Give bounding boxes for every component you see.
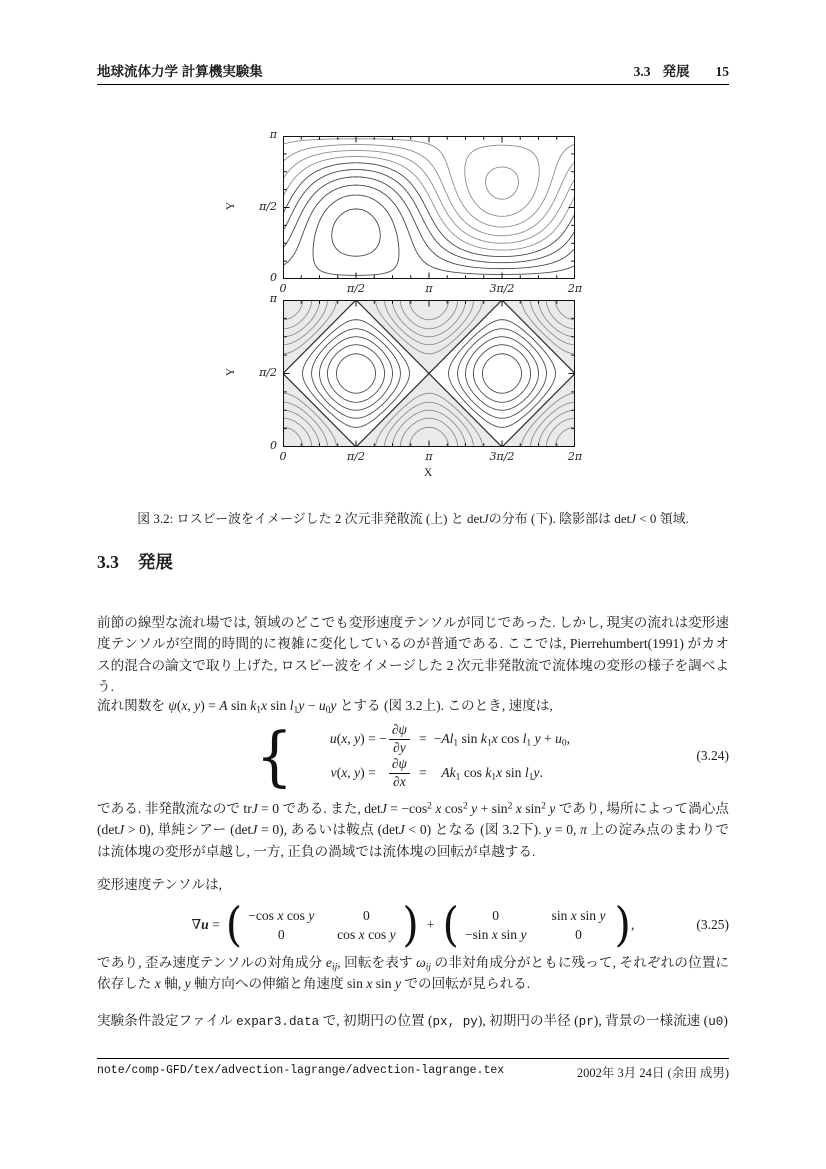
paragraph-intro: 前節の線型な流れ場では, 領域のどこでも変形速度テンソルが同じであった. しかし, 現実の流れは変形速度テンソルが空間的時間的に複雑に変化しているのが普通である. ここでは, Pierrehumbert(1991) がカオス的混合の論文で取り上げた, ロスビー波をイメージした 2 次元非発散流で流体塊の変形の様子を調べよう.	[97, 615, 729, 695]
detJ-canvas	[283, 300, 575, 447]
y-tick-label: 0	[270, 271, 277, 284]
equation-row-v	[301, 756, 570, 790]
header-section-title: 発展	[662, 64, 690, 79]
fraction-numerator: ∂ψ	[389, 723, 410, 740]
paragraph-detj: である. 非発散流なので trJ = 0 である. また, $\det J = -\cos^2$ x $\cos^2 y + \sin^2 x$ $\sin^2 y$ であり, 場所によって渦心点 (detJ > 0), 単純シアー (detJ = 0), あるいは鞍点 (detJ < 0) となる (図 3.2下). y = 0, π 上の淀み点のまわりでは流体塊の変形が卓越し, 一方, 正負の渦域では流体塊の回転が卓越する.	[97, 801, 730, 859]
paragraph-streamfunction: 流れ関数を ψ(x, y) = A $\sin k_1x$ $\sin l_1y - u_0y$ とする (図 3.2上). このとき, 速度は,	[97, 698, 553, 716]
header-section-info	[634, 60, 729, 80]
y-tick-label: π/2	[259, 199, 277, 213]
equation-3-24	[97, 717, 729, 795]
equation-3-25	[97, 898, 729, 952]
header-section-number: 3.3	[633, 64, 651, 79]
x-tick-label: π	[425, 282, 433, 295]
y-axis-label: Y	[225, 367, 238, 376]
footer-date-author: 2002年 3月 24日 (余田 成男)	[576, 1066, 729, 1080]
paren-right: )	[402, 897, 419, 952]
y-tick-label: π/2	[259, 365, 277, 379]
matrix-cell: 0	[575, 926, 582, 942]
x-tick-label: 0	[279, 282, 287, 295]
fraction-dpsi-dx	[389, 757, 410, 790]
footer-file-path: note/comp-GFD/tex/advection-lagrange/advection-lagrange.tex	[97, 1064, 505, 1077]
paragraph-experiment-file: 実験条件設定ファイル expar3.data で, 初期円の位置 (px, py), 初期円の半径 (pr), 背景の一様流速 (u0)	[97, 1013, 728, 1029]
matrix-cell: sin x sin y	[551, 907, 606, 923]
y-axis-label: Y	[225, 201, 238, 210]
nabla-u-lhs: ∇u =	[191, 917, 220, 932]
paren-right: )	[614, 897, 631, 952]
equation-row-u	[301, 722, 570, 756]
x-tick-label: π/2	[347, 282, 365, 295]
streamfunction-canvas	[283, 136, 575, 279]
x-tick-label: 0	[279, 450, 287, 463]
plus-sign: +	[426, 917, 435, 932]
x-tick-label: π/2	[347, 450, 365, 463]
contour-plot-detj	[225, 292, 583, 479]
fraction-dpsi-dy	[389, 723, 410, 756]
x-tick-label: 3π/2	[489, 282, 515, 295]
equals-sign: =	[418, 765, 427, 780]
page-number: 15	[715, 64, 729, 79]
section-heading-title: 発展	[137, 552, 173, 572]
paren-left: (	[225, 897, 243, 952]
x-tick-label: 3π/2	[489, 450, 515, 463]
eq-u-lhs: u(x, y) = −	[329, 731, 387, 746]
equation-number-325: (3.25)	[696, 917, 729, 932]
paren-left: (	[442, 897, 459, 952]
paragraph-tensor-lead: 変形速度テンソルは,	[97, 877, 223, 892]
x-axis-label: X	[424, 467, 433, 479]
matrix-cell: 0	[362, 907, 370, 923]
y-tick-label: 0	[270, 439, 277, 452]
header-rule	[97, 84, 729, 85]
fraction-denominator: ∂x	[393, 773, 406, 789]
eq-v-lhs: v(x, y) =	[330, 765, 380, 780]
matrix-cell: −cos x cos y	[248, 907, 315, 923]
figure-caption: 図 3.2: ロスビー波をイメージした 2 次元非発散流 (上) と detJの分布 (下). 陰影部は detJ < 0 領域.	[137, 511, 689, 526]
matrix-cell: 0	[492, 907, 500, 923]
y-tick-label: π	[269, 292, 277, 305]
eq-u-rhs: $-Al_1$ $\sin k_1x$ $\cos l_1$ $y + u_0$,	[433, 731, 571, 749]
y-tick-label: π	[269, 128, 277, 141]
matrix-cell: 0	[277, 926, 285, 942]
eq-v-rhs: $Ak_1$ $\cos k_1x$ $\sin l_1y$.	[441, 765, 543, 783]
fraction-numerator: ∂ψ	[389, 757, 410, 774]
paragraph-tensor-discussion: であり, 歪み速度テンソルの対角成分 $e_{ij}$, 回転を表す $\omega_{ij}$ の非対角成分がともに残って, それぞれの位置に依存した x 軸, y 軸方向への伸縮と角速度 sin x sin y での回転が見られる.	[97, 955, 729, 992]
section-heading	[97, 549, 173, 574]
x-tick-label: π	[425, 450, 433, 463]
matrix-rotation	[461, 908, 613, 943]
matrix-strain	[244, 908, 400, 943]
trailing-comma: ,	[630, 917, 635, 932]
x-tick-label: 2π	[567, 282, 583, 295]
matrix-cell: cos x cos y	[337, 926, 396, 942]
footer-rule	[97, 1058, 729, 1059]
contour-plot-streamfunction	[225, 128, 583, 295]
section-heading-number: 3.3	[97, 552, 119, 572]
matrix-cell: −sin x sin y	[464, 926, 527, 942]
header-book-title: 地球流体力学 計算機実験集	[97, 64, 263, 79]
equation-number-324: (3.24)	[696, 748, 729, 763]
fraction-denominator: ∂y	[393, 739, 406, 755]
equals-sign: =	[418, 731, 427, 746]
x-tick-label: 2π	[567, 450, 583, 463]
figure-3-2	[225, 128, 590, 499]
brace-left: {	[255, 717, 293, 795]
